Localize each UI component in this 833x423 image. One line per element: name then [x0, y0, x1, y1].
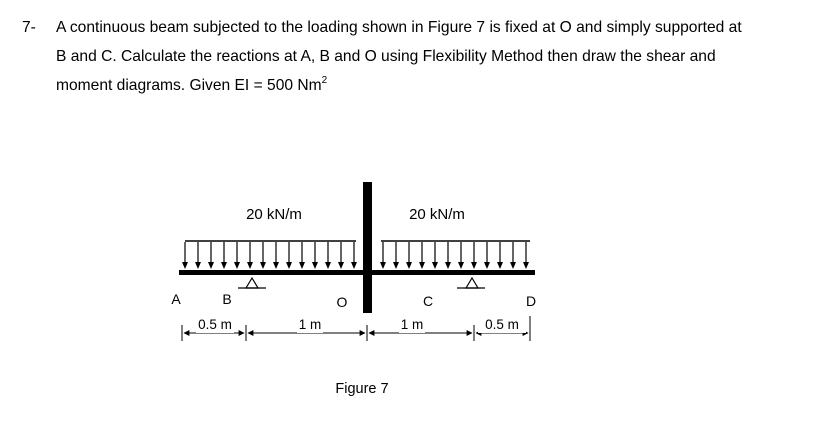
dimension-label-bo: 1 m	[298, 317, 322, 332]
load-arrow-head	[247, 262, 253, 269]
load-arrow-head	[208, 262, 214, 269]
load-arrow-head	[273, 262, 279, 269]
dimension-label-oc: 1 m	[400, 317, 424, 332]
support-c	[457, 278, 485, 288]
exponent: 2	[321, 74, 328, 86]
load-arrow-head	[445, 262, 451, 269]
load-arrow-head	[260, 262, 266, 269]
point-label-d: D	[525, 293, 537, 309]
load-arrow-head	[393, 262, 399, 269]
question-line-1: A continuous beam subjected to the loading shown in Figure 7 is fixed at O and simply supported at	[56, 19, 742, 36]
question-line-2: B and C. Calculate the reactions at A, B and O using Flexibility Method then draw the shear and	[56, 48, 716, 65]
load-arrow-head	[221, 262, 227, 269]
point-label-b: B	[222, 291, 232, 307]
support-b	[238, 278, 266, 288]
load-arrow-head	[406, 262, 412, 269]
point-label-a: A	[171, 291, 181, 307]
load-arrow-head	[234, 262, 240, 269]
load-arrow-head	[195, 262, 201, 269]
dimension-label-cd: 0.5 m	[485, 317, 519, 332]
load-arrow-head	[523, 262, 529, 269]
load-arrow-head	[471, 262, 477, 269]
load-arrow-head	[286, 262, 292, 269]
load-arrow-head	[419, 262, 425, 269]
load-label-left: 20 kN/m	[246, 206, 302, 223]
load-arrow-head	[299, 262, 305, 269]
load-arrow-head	[458, 262, 464, 269]
load-arrow-head	[432, 262, 438, 269]
question-line-3-text: moment diagrams. Given EI = 500 Nm	[56, 77, 322, 94]
fixed-wall-o	[363, 182, 372, 313]
load-arrow-head	[325, 262, 331, 269]
load-arrow-head	[312, 262, 318, 269]
dimension-label-ab: 0.5 m	[198, 317, 232, 332]
point-label-c: C	[422, 293, 434, 309]
load-arrow-head	[338, 262, 344, 269]
load-label-right: 20 kN/m	[409, 206, 465, 223]
point-label-o: O	[336, 294, 348, 310]
question-number: 7-	[22, 19, 36, 36]
load-arrow-head	[182, 262, 188, 269]
dimension-ticks	[182, 316, 530, 341]
load-arrow-head	[380, 262, 386, 269]
load-arrow-head	[484, 262, 490, 269]
load-arrow-head	[497, 262, 503, 269]
figure-caption: Figure 7	[335, 381, 389, 397]
load-arrow-head	[351, 262, 357, 269]
load-arrows	[182, 242, 529, 269]
load-arrow-head	[510, 262, 516, 269]
beam	[179, 270, 535, 275]
